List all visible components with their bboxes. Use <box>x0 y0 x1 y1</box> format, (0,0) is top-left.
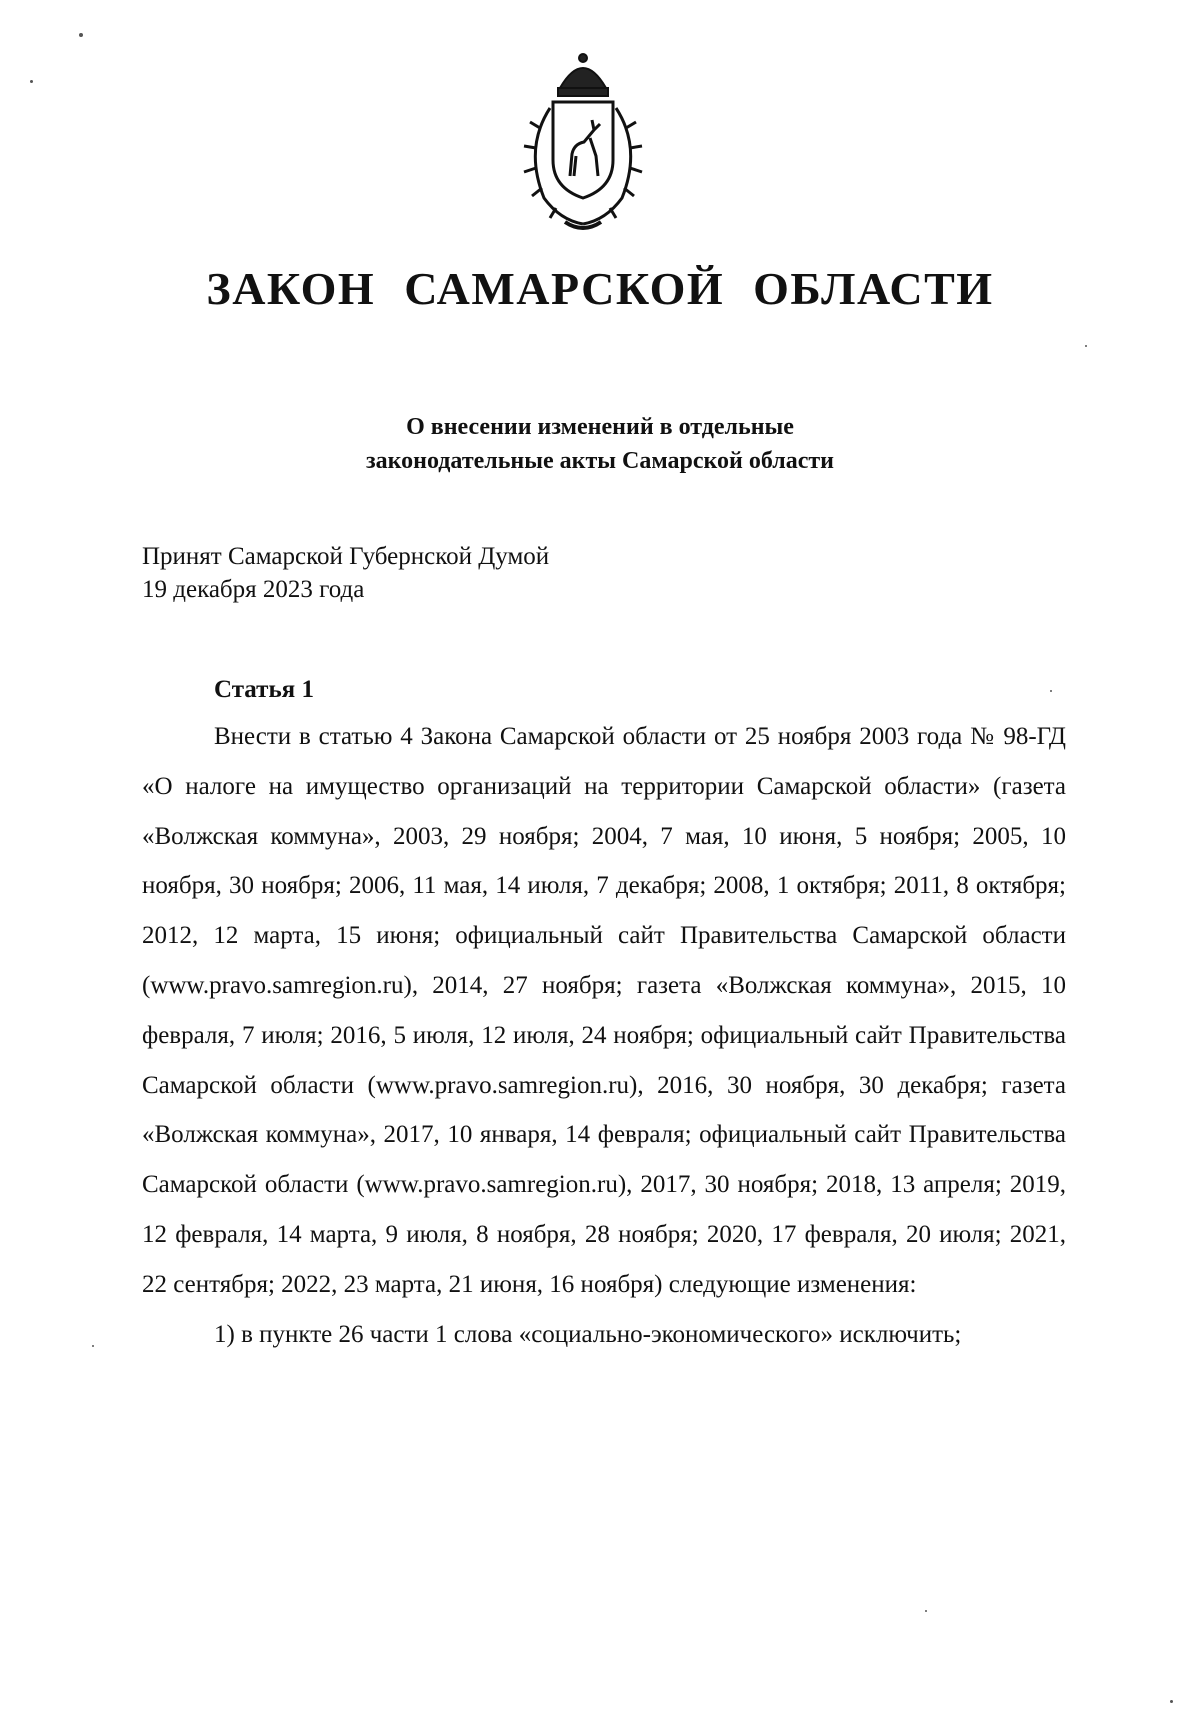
adoption-date: 19 декабря 2023 года <box>142 576 365 603</box>
document-title: ЗАКОН САМАРСКОЙ ОБЛАСТИ <box>206 263 994 314</box>
adoption-body: Принят Самарской Губернской Думой <box>142 543 550 570</box>
scan-speck <box>1085 345 1087 347</box>
adoption-note <box>142 540 549 606</box>
subtitle-line: О внесении изменений в отдельные <box>406 414 794 440</box>
subtitle-line: законодательные акты Самарской области <box>366 448 834 474</box>
document-subtitle <box>0 410 1200 478</box>
article-paragraph: Внести в статью 4 Закона Самарской области от 25 ноября 2003 года № 98-ГД «О налоге на имущество организаций на территории Самарской области» (газета «Волжская коммуна», 2003, 29 ноября; 2004, 7 мая, 10 июня, 5 ноября; 2005, 10 ноября, 30 ноября; 2006, 11 мая, 14 июля, 7 декабря; 2008, 1 октября; 2011, 8 октября; 2012, 12 марта, 15 июня; официальный сайт Правительства Самарской области (www.pravo.samregion.ru), 2014, 27 ноября; газета «Волжская коммуна», 2015, 10 февраля, 7 июля; 2016, 5 июля, 12 июля, 24 ноября; официальный сайт Правительства Самарской области (www.pravo.samregion.ru), 2016, 30 ноября, 30 декабря; газета «Волжская коммуна», 2017, 10 января, 14 февраля; официальный сайт Правительства Самарской области (www.pravo.samregion.ru), 2017, 30 ноября; 2018, 13 апреля; 2019, 12 февраля, 14 марта, 9 июля, 8 ноября, 28 ноября; 2020, 17 февраля, 20 июля; 2021, 22 сентября; 2022, 23 марта, 21 июня, 16 ноября) следующие изменения: <box>142 723 1066 1298</box>
coat-of-arms-icon <box>510 48 656 234</box>
scan-speck <box>92 1345 94 1347</box>
article-item: 1) в пункте 26 части 1 слова «социально-экономического» исключить; <box>214 1320 962 1348</box>
scan-speck <box>925 1610 927 1612</box>
scan-speck <box>1050 690 1052 692</box>
article-body <box>142 712 1066 1359</box>
scan-speck <box>30 80 33 83</box>
scan-speck <box>1170 1700 1173 1703</box>
scan-speck <box>79 33 83 37</box>
article-heading: Статья 1 <box>214 676 314 703</box>
